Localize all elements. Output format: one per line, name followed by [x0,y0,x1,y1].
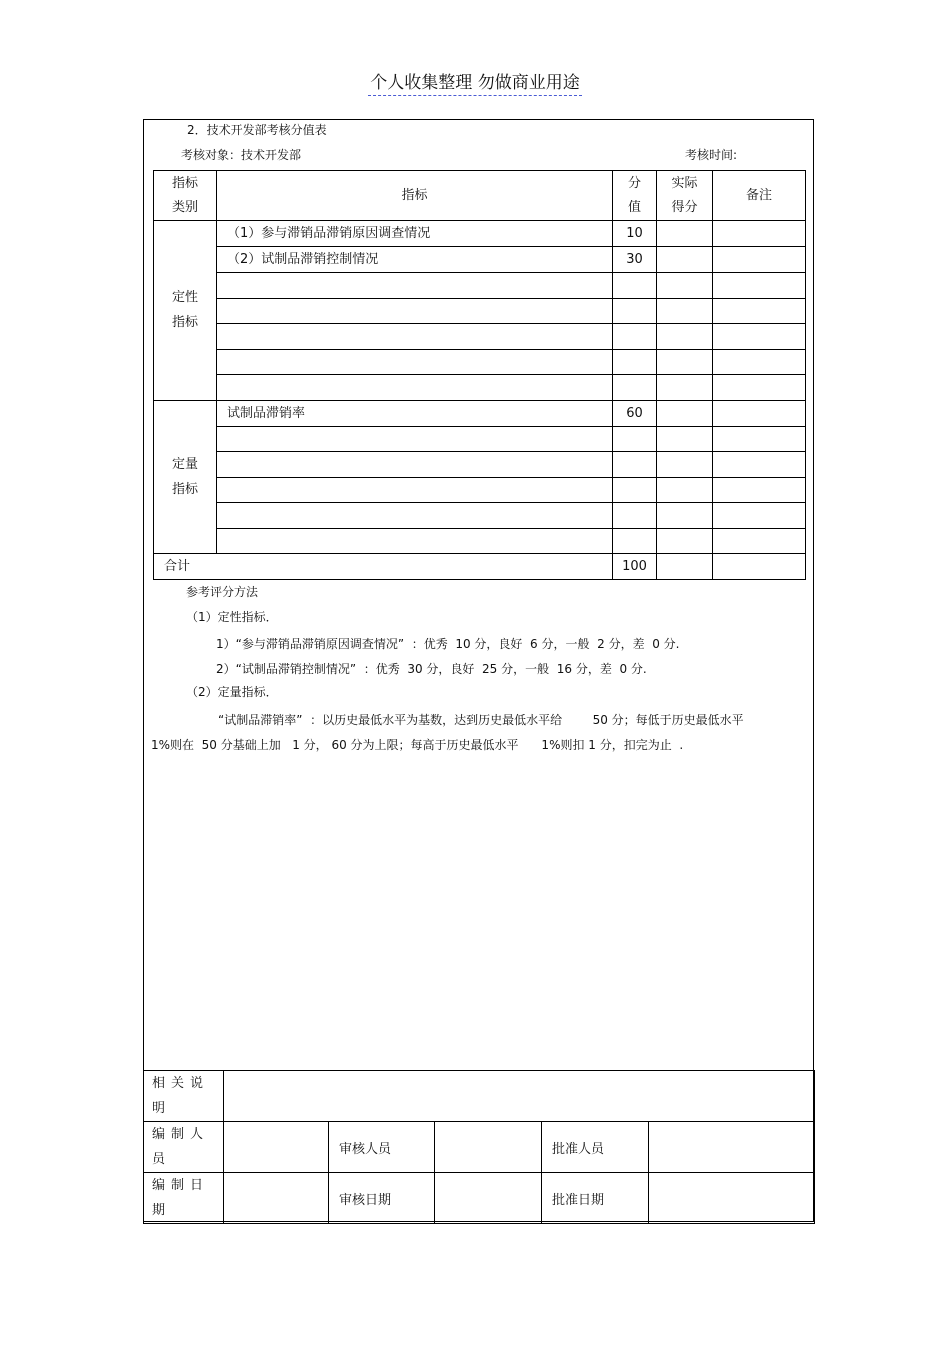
score-cell [613,273,657,299]
method-quantitative: （2）定量指标． [186,685,278,699]
signoff-table [143,1070,815,1224]
actual-score-cell [657,452,713,478]
actual-score-cell [657,324,713,350]
method-quantitative-line2: 1%则在 50 分基础上加 1 分， 60 分为上限；每高于历史最低水平 1%则扣 1 分，扣完为止 . [151,738,684,752]
actual-score-cell [657,426,713,452]
indicator-cell [217,426,613,452]
reviewer-value [435,1122,542,1173]
score-cell [613,324,657,350]
table-row [154,528,806,554]
indicator-cell: 试制品滞销率 [217,400,613,426]
category-quantitative-text: 定量指标 [171,456,198,497]
remark-cell [713,400,806,426]
page-header [0,68,950,93]
remark-cell [713,349,806,375]
remark-cell [713,298,806,324]
score-cell [613,477,657,503]
score-cell [613,452,657,478]
remark-cell [713,324,806,350]
remark-cell [713,273,806,299]
actual-score-cell [657,477,713,503]
indicator-cell [217,477,613,503]
method-qualitative-1: 1）“参与滞销品滞销原因调查情况” ：优秀 10 分，良好 6 分，一般 2 分，差 0 分. [216,637,680,651]
header-score-text: 分值 [627,175,641,215]
table-row [154,273,806,299]
indicator-cell [217,298,613,324]
actual-score-cell [657,273,713,299]
indicator-cell [217,273,613,299]
category-qualitative [154,221,217,401]
score-cell [613,349,657,375]
score-cell [613,426,657,452]
indicator-cell [217,528,613,554]
table-row [154,324,806,350]
table-header-row [154,171,806,221]
score-cell [613,503,657,529]
score-cell [613,298,657,324]
actual-score-cell [657,375,713,401]
approve-date-label: 批准日期 [542,1173,649,1224]
table-row [154,349,806,375]
assessment-target: 考核对象：技术开发部 [181,148,302,162]
header-score [613,171,657,221]
assessment-time: 考核时间: [685,148,738,162]
method-qualitative-2: 2）“试制品滞销控制情况” ：优秀 30 分，良好 25 分，一般 16 分，差 0 分. [216,662,647,676]
header-indicator: 指标 [217,171,613,221]
actual-score-cell [657,298,713,324]
indicator-cell: （2）试制品滞销控制情况 [217,247,613,273]
header-category-text: 指标类别 [171,175,198,215]
category-quantitative [154,400,217,554]
header-category [154,171,217,221]
table-row [154,375,806,401]
actual-score-cell [657,247,713,273]
review-date-label: 审核日期 [329,1173,435,1224]
indicator-cell [217,452,613,478]
header-remark: 备注 [713,171,806,221]
actual-score-cell [657,349,713,375]
approver-value [649,1122,815,1173]
total-remark [713,554,806,580]
method-title: 参考评分方法 [186,585,259,599]
date-row [144,1173,815,1224]
total-actual [657,554,713,580]
category-qualitative-text: 定性指标 [171,290,198,331]
review-date-value [435,1173,542,1224]
table-row [154,452,806,478]
approve-date-value [649,1173,815,1224]
score-cell [613,528,657,554]
table-row [154,400,806,426]
total-row [154,554,806,580]
total-label: 合计 [154,554,613,580]
related-label: 相关说明 [144,1071,224,1122]
reviewer-label: 审核人员 [329,1122,435,1173]
editor-label: 编制人员 [144,1122,224,1173]
score-cell: 30 [613,247,657,273]
actual-score-cell [657,503,713,529]
remark-cell [713,426,806,452]
edit-date-label: 编制日期 [144,1173,224,1224]
edit-date-value [224,1173,329,1224]
header-actual-text: 实际得分 [671,175,698,215]
related-row [144,1071,815,1122]
indicator-cell [217,375,613,401]
indicator-cell: （1）参与滞销品滞销原因调查情况 [217,221,613,247]
remark-cell [713,452,806,478]
actual-score-cell [657,221,713,247]
table-row [154,426,806,452]
remark-cell [713,528,806,554]
table-row [154,247,806,273]
section-title: 2．技术开发部考核分值表 [187,123,327,137]
table-row [154,298,806,324]
remark-cell [713,247,806,273]
remark-cell [713,477,806,503]
related-value [224,1071,815,1122]
indicator-cell [217,503,613,529]
actual-score-cell [657,400,713,426]
score-cell [613,375,657,401]
actual-score-cell [657,528,713,554]
total-score: 100 [613,554,657,580]
method-quantitative-line1: “试制品滞销率” ：以历史最低水平为基数，达到历史最低水平给 50 分；每低于历史最低水平 [218,713,744,727]
header-actual [657,171,713,221]
method-qualitative: （1）定性指标． [186,610,278,624]
table-row [154,477,806,503]
score-cell: 60 [613,400,657,426]
header-text: 个人收集整理 勿做商业用途 [368,73,581,96]
table-row [154,221,806,247]
indicator-cell [217,349,613,375]
editor-value [224,1122,329,1173]
approver-label: 批准人员 [542,1122,649,1173]
score-table [153,170,806,580]
indicator-cell [217,324,613,350]
remark-cell [713,375,806,401]
remark-cell [713,503,806,529]
remark-cell [713,221,806,247]
table-row [154,503,806,529]
personnel-row [144,1122,815,1173]
score-cell: 10 [613,221,657,247]
